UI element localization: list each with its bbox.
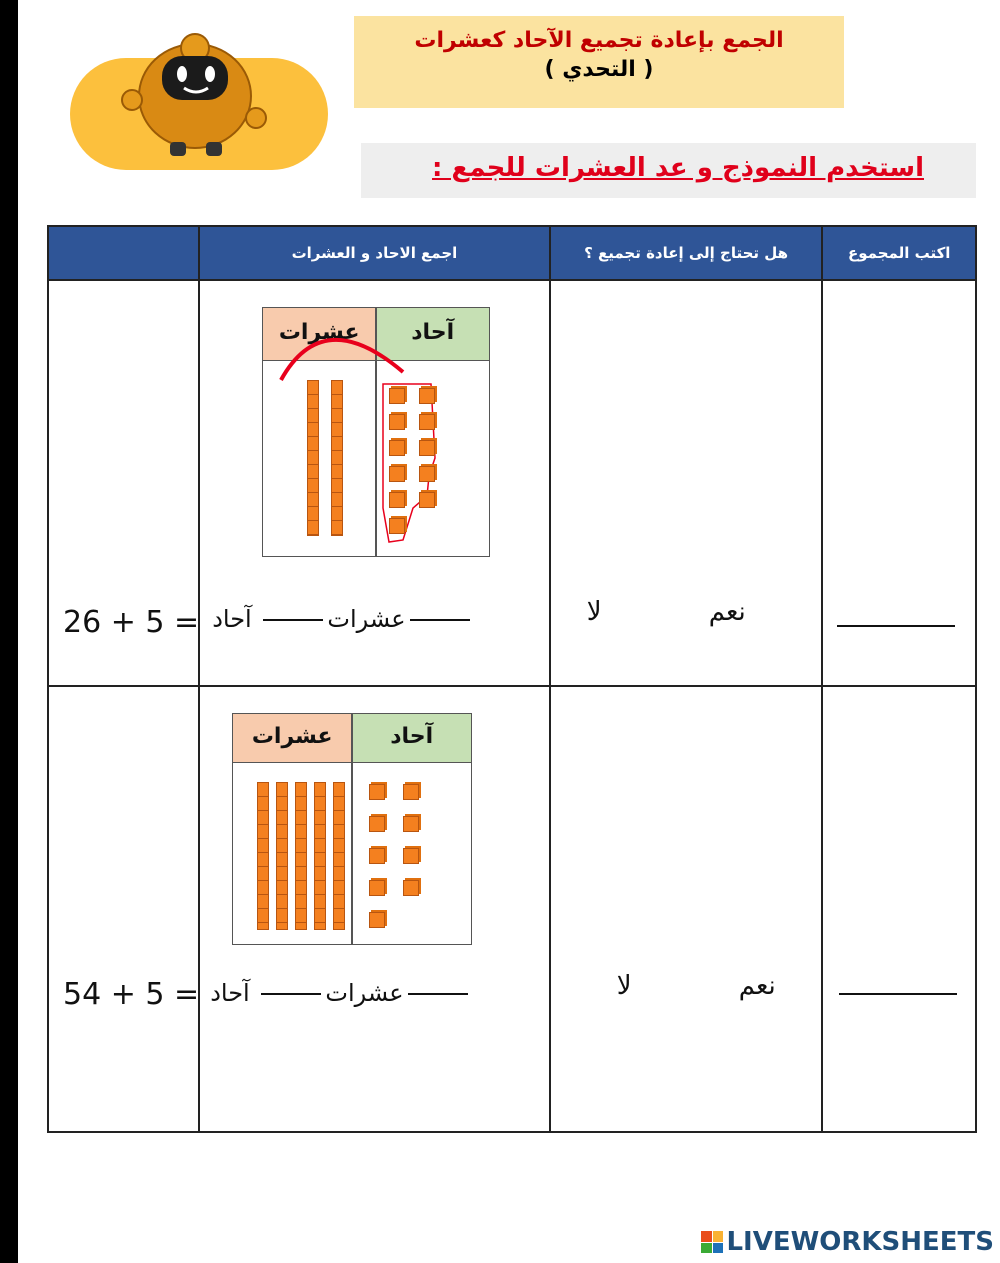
ones-cube — [419, 440, 435, 456]
sum-cell — [822, 686, 976, 1132]
ones-cube — [389, 466, 405, 482]
equation-text: 54 + 5 = — [63, 977, 200, 1012]
yes-option[interactable]: نعم — [708, 597, 746, 627]
tens-rod — [333, 782, 345, 930]
no-option[interactable]: لا — [586, 597, 602, 627]
column-header-regroup: هل تحتاج إلى إعادة تجميع ؟ — [550, 226, 823, 280]
sum-answer-line[interactable] — [837, 625, 955, 627]
table-header-row — [48, 226, 976, 280]
tens-word: عشرات — [327, 605, 406, 633]
yes-option[interactable]: نعم — [738, 971, 776, 1001]
model-cell — [199, 280, 549, 686]
title-box — [354, 16, 844, 108]
instruction-text: استخدم النموذج و عد العشرات للجمع : — [432, 153, 924, 183]
column-header-add: اجمع الاحاد و العشرات — [199, 226, 549, 280]
add-answer-line — [210, 979, 471, 1007]
equation-cell — [48, 686, 199, 1132]
chart-divider — [351, 714, 353, 944]
place-value-chart — [262, 307, 490, 557]
ones-word: آحاد — [210, 979, 250, 1007]
tens-header: عشرات — [263, 308, 375, 361]
tens-rod — [276, 782, 288, 930]
ones-cube — [389, 518, 405, 534]
brand-text: LIVEWORKSHEETS — [726, 1227, 994, 1257]
sum-cell — [822, 280, 976, 686]
regroup-cell — [550, 280, 823, 686]
ones-cube — [419, 466, 435, 482]
ones-cube — [403, 880, 419, 896]
ones-cube — [403, 784, 419, 800]
tens-rod — [331, 380, 343, 536]
equation-cell — [48, 280, 199, 686]
instruction-box — [361, 143, 976, 198]
ones-header: آحاد — [376, 308, 489, 361]
table-row — [48, 686, 976, 1132]
page-title: الجمع بإعادة تجميع الآحاد كعشرات — [414, 28, 784, 53]
tens-blank[interactable] — [263, 619, 323, 621]
regroup-cell — [550, 686, 823, 1132]
ones-cube — [419, 414, 435, 430]
page-subtitle: ( التحدي ) — [544, 57, 654, 82]
ones-cube — [419, 492, 435, 508]
tens-rod — [295, 782, 307, 930]
robot-banner — [70, 58, 328, 170]
ones-blank[interactable] — [410, 619, 470, 621]
ones-cube — [419, 388, 435, 404]
ones-cube — [389, 388, 405, 404]
no-option[interactable]: لا — [616, 971, 632, 1001]
ones-header: آحاد — [352, 714, 471, 763]
tens-rod — [257, 782, 269, 930]
column-header-equation — [48, 226, 199, 280]
ones-cube — [403, 848, 419, 864]
worksheet-page — [18, 0, 1000, 1263]
liveworksheets-logo — [701, 1227, 994, 1257]
tens-rod — [314, 782, 326, 930]
equation-text: 26 + 5 = — [63, 605, 200, 640]
liveworksheets-icon — [701, 1231, 723, 1253]
add-answer-line — [212, 605, 473, 633]
robot-mascot-icon — [70, 38, 328, 150]
ones-cube — [389, 492, 405, 508]
place-value-chart — [232, 713, 472, 945]
ones-cube — [369, 784, 385, 800]
tens-header: عشرات — [233, 714, 351, 763]
tens-rod — [307, 380, 319, 536]
ones-cube — [389, 414, 405, 430]
ones-cube — [389, 440, 405, 456]
tens-word: عشرات — [325, 979, 404, 1007]
sum-answer-line[interactable] — [839, 993, 957, 995]
table-row — [48, 280, 976, 686]
ones-cube — [403, 816, 419, 832]
ones-cube — [369, 912, 385, 928]
model-cell — [199, 686, 549, 1132]
ones-word: آحاد — [212, 605, 252, 633]
tens-blank[interactable] — [261, 993, 321, 995]
ones-blank[interactable] — [408, 993, 468, 995]
worksheet-table — [47, 225, 977, 1133]
ones-cube — [369, 848, 385, 864]
ones-cube — [369, 816, 385, 832]
ones-cube — [369, 880, 385, 896]
regroup-annotation-icon — [263, 308, 489, 556]
column-header-sum: اكتب المجموع — [822, 226, 976, 280]
